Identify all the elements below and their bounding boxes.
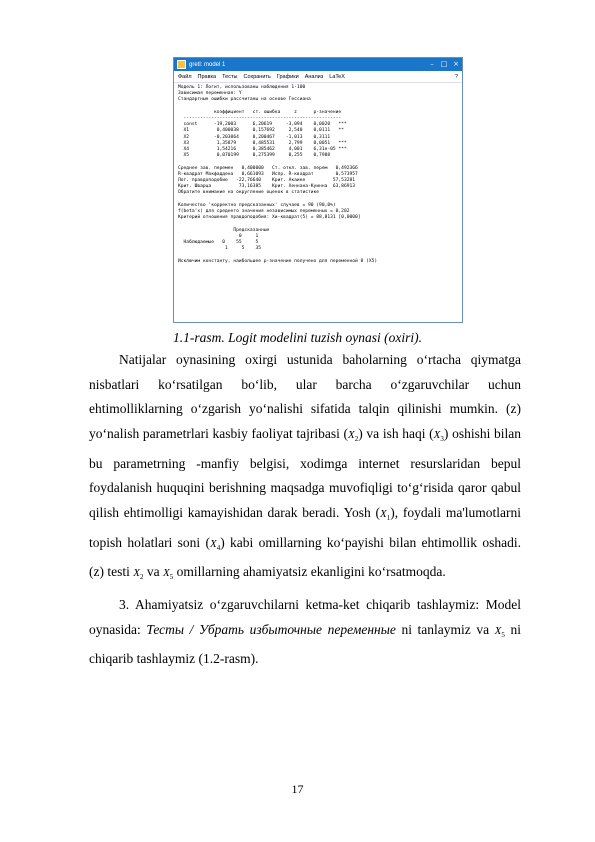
p2-text-3: ni chiqarib tashlaymiz (1.2-rasm). — [89, 621, 521, 667]
output-line: Среднее зав. перемен 0,400000 Ст. откл. зав. перем 0,492366 — [178, 165, 358, 171]
app-icon — [177, 60, 186, 69]
symbol-x5-b: $X_5$ — [494, 624, 505, 639]
menu-analysis[interactable]: Анализ — [304, 73, 324, 80]
output-line: X4 1,54216 0,385462 4,001 6,31e-05 *** — [178, 147, 347, 153]
paragraph-results — [89, 348, 521, 590]
output-line: --------------------------------------------------------- — [178, 116, 342, 122]
output-line: X2 -0,203064 0,200467 -1,013 0,3111 — [178, 134, 331, 140]
window-titlebar — [174, 58, 462, 71]
p1-text-1: Natijalar oynasining oxirgi ustunida baholarning o‘rtacha qiymatga nisbatlari ko‘rsatilgan bo‘lib, ular barcha o‘zgaruvchilar uchun ehtimolliklarning o‘zgarish yo‘nalishi sifatida talqin qilinishi mumkin. (z) yo‘nalish parametrlari kasbiy faoliyat tajribasi ( — [89, 352, 521, 441]
figure-caption: 1.1-rasm. Logit modelini tuzish oynasi (oxiri). — [173, 330, 422, 345]
window-title: gretl: model 1 — [189, 61, 226, 68]
symbol-x3: $X_3$ — [433, 428, 444, 443]
output-line: X3 1,35879 0,485531 2,799 0,0051 *** — [178, 140, 347, 146]
output-line: Зависимая переменная: Y — [178, 91, 242, 97]
p1-text-4: ), foydali ma'lumotlarni topish holatlari soni ( — [89, 504, 521, 550]
output-line: коэффициент ст. ошибка z p-значение — [178, 109, 342, 115]
p1-text-5: ) kabi omillarning ko‘payishi bilan ehtimollik oshadi. (z) testi — [89, 534, 521, 580]
output-line: Количество 'корректно предсказанных' случаев = 90 (90,0%) — [178, 202, 336, 208]
minimize-icon[interactable]: – — [430, 60, 434, 68]
output-line: f(beta'x) для среднего значения независимых переменных = 0,202 — [178, 209, 350, 215]
maximize-icon[interactable]: □ — [440, 60, 448, 68]
close-icon[interactable]: × — [453, 60, 459, 68]
window-menubar — [174, 71, 462, 83]
output-line: Критерий отношения правдоподобия: Хи-квадрат(5) = 88,8131 [0,0000] — [178, 215, 361, 221]
output-line: const -19,2003 6,20619 -3,094 0,0020 *** — [178, 122, 347, 128]
output-line: 1 5 35 — [178, 246, 261, 252]
symbol-x2: $X_2$ — [348, 428, 359, 443]
output-line: Крит. Шварца 73,16385 Крит. Хеннана-Куинна 63,86913 — [178, 184, 356, 190]
p1-text-2: ) va ish haqi ( — [358, 425, 434, 441]
output-line: X1 0,400038 0,157692 2,540 0,0111 ** — [178, 128, 344, 134]
output-line: Предсказанные — [178, 227, 270, 233]
output-line: Стандартные ошибки рассчитаны на основе Гессиана — [178, 97, 311, 103]
menu-edit[interactable]: Правка — [197, 73, 217, 80]
output-line: Обратите внимание на округление оценок в статистике — [178, 190, 320, 196]
p2-text-1: 3. Ahamiyatsiz o‘zgaruvchilarni ketma-ket chiqarib tashlaymiz: Model oynasida: — [89, 597, 521, 637]
menu-graphs[interactable]: Графики — [276, 73, 299, 80]
p1-text-6: va — [143, 564, 163, 580]
symbol-x2-b: $X_2$ — [133, 567, 144, 582]
paragraph-step3 — [89, 593, 521, 672]
menu-file[interactable]: Файл — [178, 73, 192, 80]
symbol-x1: $X_1$ — [379, 507, 391, 522]
symbol-x5: $X_5$ — [162, 567, 174, 582]
output-line: 0 1 — [178, 233, 259, 239]
p1-text-7: omillarning ahamiyatsiz ekanligini ko‘rsatmoqda. — [173, 564, 446, 580]
output-line: R-квадрат Макфаддена 0,661093 Испр. R-квадрат 0,573957 — [178, 171, 358, 177]
output-line: Исключим константу, наибольшее p-значение получено для переменной 8 (X5) — [178, 258, 378, 264]
menu-help[interactable]: ? — [454, 73, 458, 80]
output-line: Лог. правдоподобие -22,76640 Крит. Акаике 57,53281 — [178, 178, 356, 184]
menu-save[interactable]: Сохранить — [243, 73, 271, 80]
p1-text-3: ) oshishi bilan bu parametrning -manfiy belgisi, xodimga internet resurslaridan bepul foydalanish huquqini berishning maqsadga muvofiqligi to‘g‘risida qaror qabul qilish ehtimolligi kamayishidan darak beradi. Yosh ( — [89, 425, 521, 520]
gretl-model-window-screenshot — [173, 57, 463, 323]
menu-latex[interactable]: LaTeX — [329, 73, 345, 80]
p2-text-2: ni tanlaymiz va — [395, 621, 495, 637]
model-output-text — [174, 83, 462, 267]
symbol-x4: $X_4$ — [209, 537, 221, 552]
page-number: 17 — [291, 782, 304, 796]
menu-tests[interactable]: Тесты — [222, 73, 238, 80]
output-line: Наблюдаемые 0 55 5 — [178, 240, 259, 246]
output-line: X5 0,070199 0,275399 0,255 0,7988 — [178, 153, 331, 159]
output-line: Модель 1: Логит, использованы наблюдения 1-100 — [178, 85, 306, 90]
menu-path-text: Тесты / Убрать избыточные переменные — [146, 621, 396, 637]
